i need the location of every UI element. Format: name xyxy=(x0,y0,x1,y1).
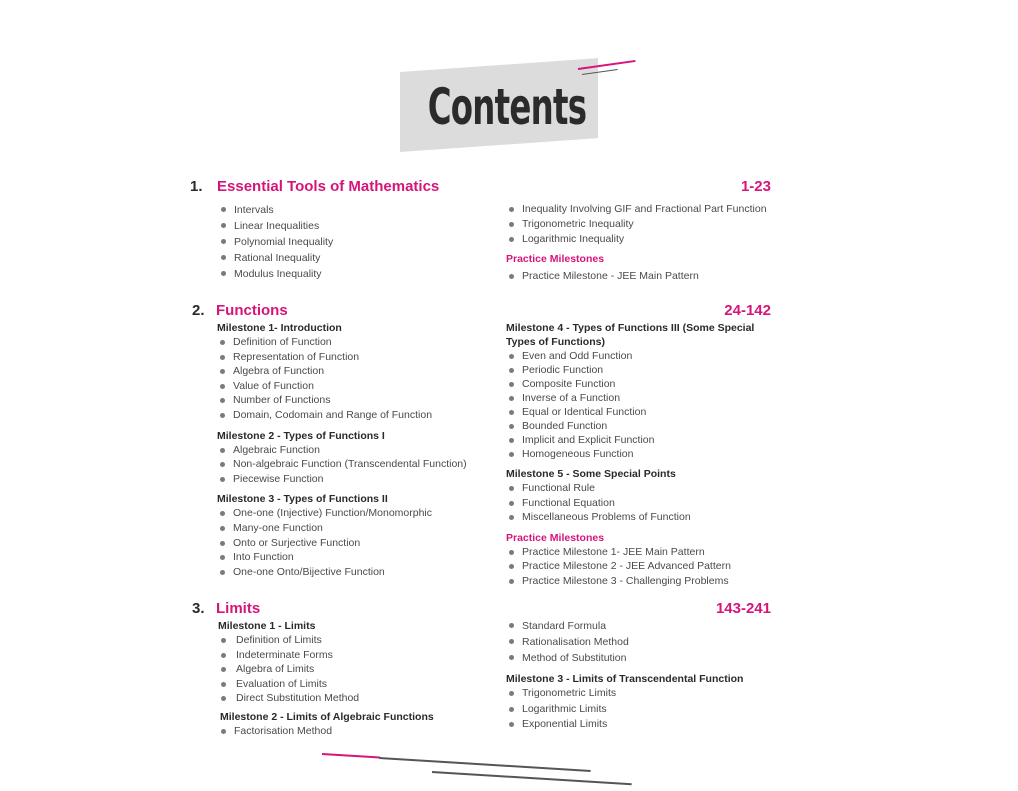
list-item[interactable]: Definition of Function xyxy=(217,335,467,350)
footer-accent-line xyxy=(322,753,380,759)
milestone-heading: Milestone 1- Introduction xyxy=(217,322,342,334)
list-item[interactable]: Method of Substitution xyxy=(506,650,743,666)
list-item[interactable]: Functional Rule xyxy=(506,481,754,496)
chapter-1-left-column xyxy=(218,202,333,282)
list-item[interactable]: Practice Milestone - JEE Main Pattern xyxy=(506,269,767,284)
list-item[interactable]: Into Function xyxy=(217,550,467,565)
list-item[interactable]: Inverse of a Function xyxy=(506,391,754,405)
list-item[interactable]: Number of Functions xyxy=(217,393,467,408)
list-item[interactable]: Algebra of Function xyxy=(217,364,467,379)
chapter-2-left-column xyxy=(217,321,467,579)
list-item[interactable]: Equal or Identical Function xyxy=(506,405,754,419)
list-item[interactable]: Onto or Surjective Function xyxy=(217,536,467,551)
list-item[interactable]: Composite Function xyxy=(506,377,754,391)
chapter-1-right-column xyxy=(506,202,767,284)
chapter-3-left-column xyxy=(218,619,434,739)
list-item[interactable]: Bounded Function xyxy=(506,419,754,433)
list-item[interactable]: Inequality Involving GIF and Fractional Part Function xyxy=(506,202,767,217)
milestone-heading: Milestone 2 - Limits of Algebraic Functions xyxy=(220,710,434,723)
milestone-heading: Milestone 2 - Types of Functions I xyxy=(217,429,385,442)
list-item[interactable]: Domain, Codomain and Range of Function xyxy=(217,408,467,423)
list-item[interactable]: Exponential Limits xyxy=(506,717,743,733)
list-item[interactable]: Indeterminate Forms xyxy=(218,648,434,663)
list-item[interactable]: Trigonometric Inequality xyxy=(506,217,767,232)
milestone-heading: Milestone 5 - Some Special Points xyxy=(506,468,676,480)
list-item[interactable]: Miscellaneous Problems of Function xyxy=(506,510,754,525)
list-item[interactable]: Direct Substitution Method xyxy=(218,691,434,706)
list-item[interactable]: One-one Onto/Bijective Function xyxy=(217,565,467,580)
list-item[interactable]: Algebraic Function xyxy=(217,443,467,458)
list-item[interactable]: Non-algebraic Function (Transcendental Function) xyxy=(217,457,467,472)
list-item[interactable]: Implicit and Explicit Function xyxy=(506,433,754,447)
list-item[interactable]: Rational Inequality xyxy=(218,250,333,266)
list-item[interactable]: Periodic Function xyxy=(506,363,754,377)
footer-line xyxy=(432,771,632,785)
list-item[interactable]: Practice Milestone 1- JEE Main Pattern xyxy=(506,545,754,560)
chapter-number: 3. xyxy=(192,600,205,617)
list-item[interactable]: One-one (Injective) Function/Monomorphic xyxy=(217,506,467,521)
practice-milestones-heading: Practice Milestones xyxy=(506,531,605,544)
list-item[interactable]: Logarithmic Inequality xyxy=(506,232,767,247)
list-item[interactable]: Factorisation Method xyxy=(218,724,434,739)
milestone-heading: Milestone 3 - Limits of Transcendental Function xyxy=(506,673,744,685)
chapter-3-right-column xyxy=(506,618,743,733)
page-title: Contents xyxy=(427,78,587,136)
milestone-heading: Milestone 3 - Types of Functions II xyxy=(217,493,388,506)
list-item[interactable]: Linear Inequalities xyxy=(218,218,333,234)
chapter-2-right-column xyxy=(506,321,754,589)
chapter-pages: 24-142 xyxy=(724,302,771,319)
list-item[interactable]: Practice Milestone 3 - Challenging Problems xyxy=(506,574,754,589)
list-item[interactable]: Evaluation of Limits xyxy=(218,677,434,692)
list-item[interactable]: Trigonometric Limits xyxy=(506,686,743,702)
chapter-title[interactable]: Limits xyxy=(216,600,261,617)
list-item[interactable]: Logarithmic Limits xyxy=(506,702,743,718)
list-item[interactable]: Piecewise Function xyxy=(217,472,467,487)
list-item[interactable]: Standard Formula xyxy=(506,618,743,634)
chapter-number: 1. xyxy=(190,178,203,195)
chapter-title[interactable]: Essential Tools of Mathematics xyxy=(217,178,440,195)
chapter-pages: 1-23 xyxy=(740,178,771,195)
list-item[interactable]: Algebra of Limits xyxy=(218,662,434,677)
list-item[interactable]: Practice Milestone 2 - JEE Advanced Pattern xyxy=(506,559,754,574)
list-item[interactable]: Polynomial Inequality xyxy=(218,234,333,250)
list-item[interactable]: Rationalisation Method xyxy=(506,634,743,650)
list-item[interactable]: Homogeneous Function xyxy=(506,447,754,461)
list-item[interactable]: Functional Equation xyxy=(506,496,754,511)
milestone-heading-continued: Types of Functions) xyxy=(506,336,605,348)
list-item[interactable]: Modulus Inequality xyxy=(218,266,333,282)
list-item[interactable]: Definition of Limits xyxy=(218,633,434,648)
list-item[interactable]: Intervals xyxy=(218,202,333,218)
chapter-pages: 143-241 xyxy=(715,600,771,617)
list-item[interactable]: Value of Function xyxy=(217,379,467,394)
practice-milestones-heading: Practice Milestones xyxy=(506,253,605,265)
footer-line xyxy=(379,757,591,772)
list-item[interactable]: Representation of Function xyxy=(217,350,467,365)
chapter-title[interactable]: Functions xyxy=(216,302,288,319)
milestone-heading: Milestone 1 - Limits xyxy=(218,620,316,632)
list-item[interactable]: Many-one Function xyxy=(217,521,467,536)
chapter-number: 2. xyxy=(192,302,205,319)
list-item[interactable]: Even and Odd Function xyxy=(506,349,754,363)
milestone-heading: Milestone 4 - Types of Functions III (Some Special xyxy=(506,322,755,334)
